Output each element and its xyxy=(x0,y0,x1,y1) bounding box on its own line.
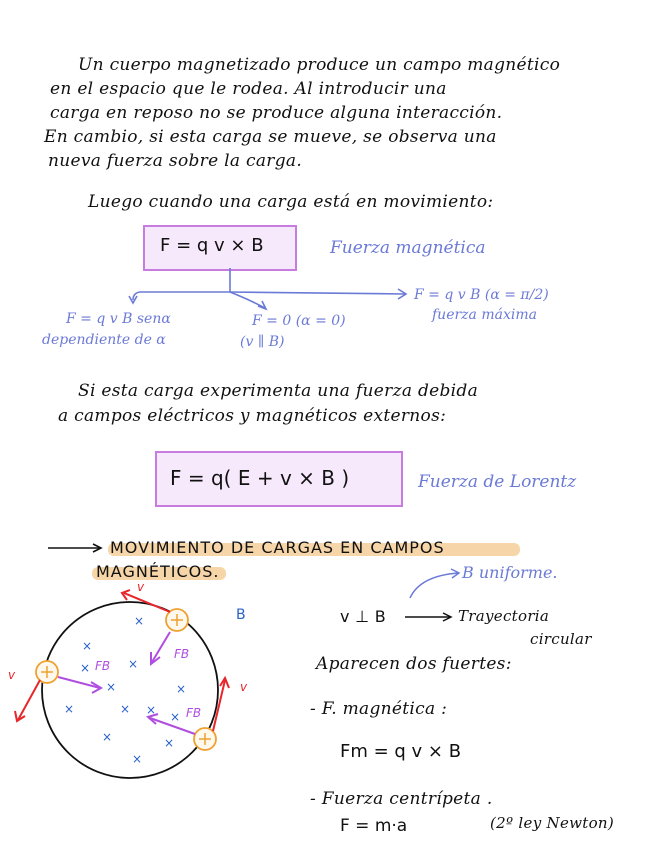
b-field-cross: × xyxy=(128,657,139,671)
b-field-cross: × xyxy=(80,661,91,675)
b-field-cross: × xyxy=(164,736,175,750)
paragraph2-line2: a campos eléctricos y magnéticos externos: xyxy=(58,406,447,426)
case-left-line1: F = q v B senα xyxy=(66,311,171,327)
formula1-label: Fuerza magnética xyxy=(330,238,486,258)
b-field-cross: × xyxy=(132,752,143,766)
paragraph1-line3: carga en reposo no se produce alguna interacción. xyxy=(50,103,503,123)
force1-title: - F. magnética : xyxy=(310,699,448,719)
formula1: F = q v × B xyxy=(160,235,264,256)
trajectory-line2: circular xyxy=(530,630,592,648)
paragraph1-line1: Un cuerpo magnetizado produce un campo magnético xyxy=(78,55,561,75)
v-label-top: v xyxy=(137,580,145,594)
case-right-line2: fuerza máxima xyxy=(432,307,537,323)
trajectory-line1: Trayectoria xyxy=(458,607,550,625)
b-field-cross: × xyxy=(146,703,157,717)
force1-equation: Fm = q v × B xyxy=(340,741,462,762)
two-forces: Aparecen dos fuertes: xyxy=(316,654,512,674)
formula2-label: Fuerza de Lorentz xyxy=(418,472,577,492)
fb-label-bottom: FB xyxy=(186,706,202,720)
fb-label-top: FB xyxy=(174,647,190,661)
v-label-left: v xyxy=(8,668,16,682)
formula2: F = q( E + v × B ) xyxy=(170,466,350,490)
paragraph1-line5: nueva fuerza sobre la carga. xyxy=(48,151,303,171)
force2-title: - Fuerza centrípeta . xyxy=(310,789,493,809)
paragraph1-line4: En cambio, si esta carga se mueve, se observa una xyxy=(44,127,497,147)
perp-line: v ⊥ B xyxy=(340,607,387,626)
intro-moving-charge: Luego cuando una carga está en movimiento: xyxy=(88,192,494,212)
paragraph2-line1: Si esta carga experimenta una fuerza debida xyxy=(78,381,479,401)
fb-label-left: FB xyxy=(95,659,111,673)
trajectory-circle xyxy=(42,602,218,778)
charges xyxy=(36,609,216,750)
v-label-right: v xyxy=(240,680,248,694)
b-field-cross: × xyxy=(176,682,187,696)
b-field-cross: × xyxy=(106,680,117,694)
case-mid-line2: (v ∥ B) xyxy=(240,334,285,350)
section-title-line1: MOVIMIENTO DE CARGAS EN CAMPOS xyxy=(110,538,445,557)
force2-equation: F = m·a xyxy=(340,816,408,836)
b-field-cross: × xyxy=(134,614,145,628)
b-field-cross: × xyxy=(102,730,113,744)
b-field-cross: × xyxy=(64,702,75,716)
b-field-label: B xyxy=(236,607,246,623)
paragraph1-line2: en el espacio que le rodea. Al introducir una xyxy=(50,79,447,99)
b-field-cross: × xyxy=(170,710,181,724)
case-right-line1: F = q v B (α = π/2) xyxy=(414,287,549,303)
case-left-line2: dependiente de α xyxy=(42,332,166,348)
b-field-cross: × xyxy=(120,702,131,716)
force2-note: (2º ley Newton) xyxy=(490,814,615,832)
b-uniform-label: B uniforme. xyxy=(462,563,558,582)
b-field-cross: × xyxy=(82,639,93,653)
case-mid-line1: F = 0 (α = 0) xyxy=(252,313,346,329)
section-title-line2: MAGNÉTICOS. xyxy=(96,562,220,581)
